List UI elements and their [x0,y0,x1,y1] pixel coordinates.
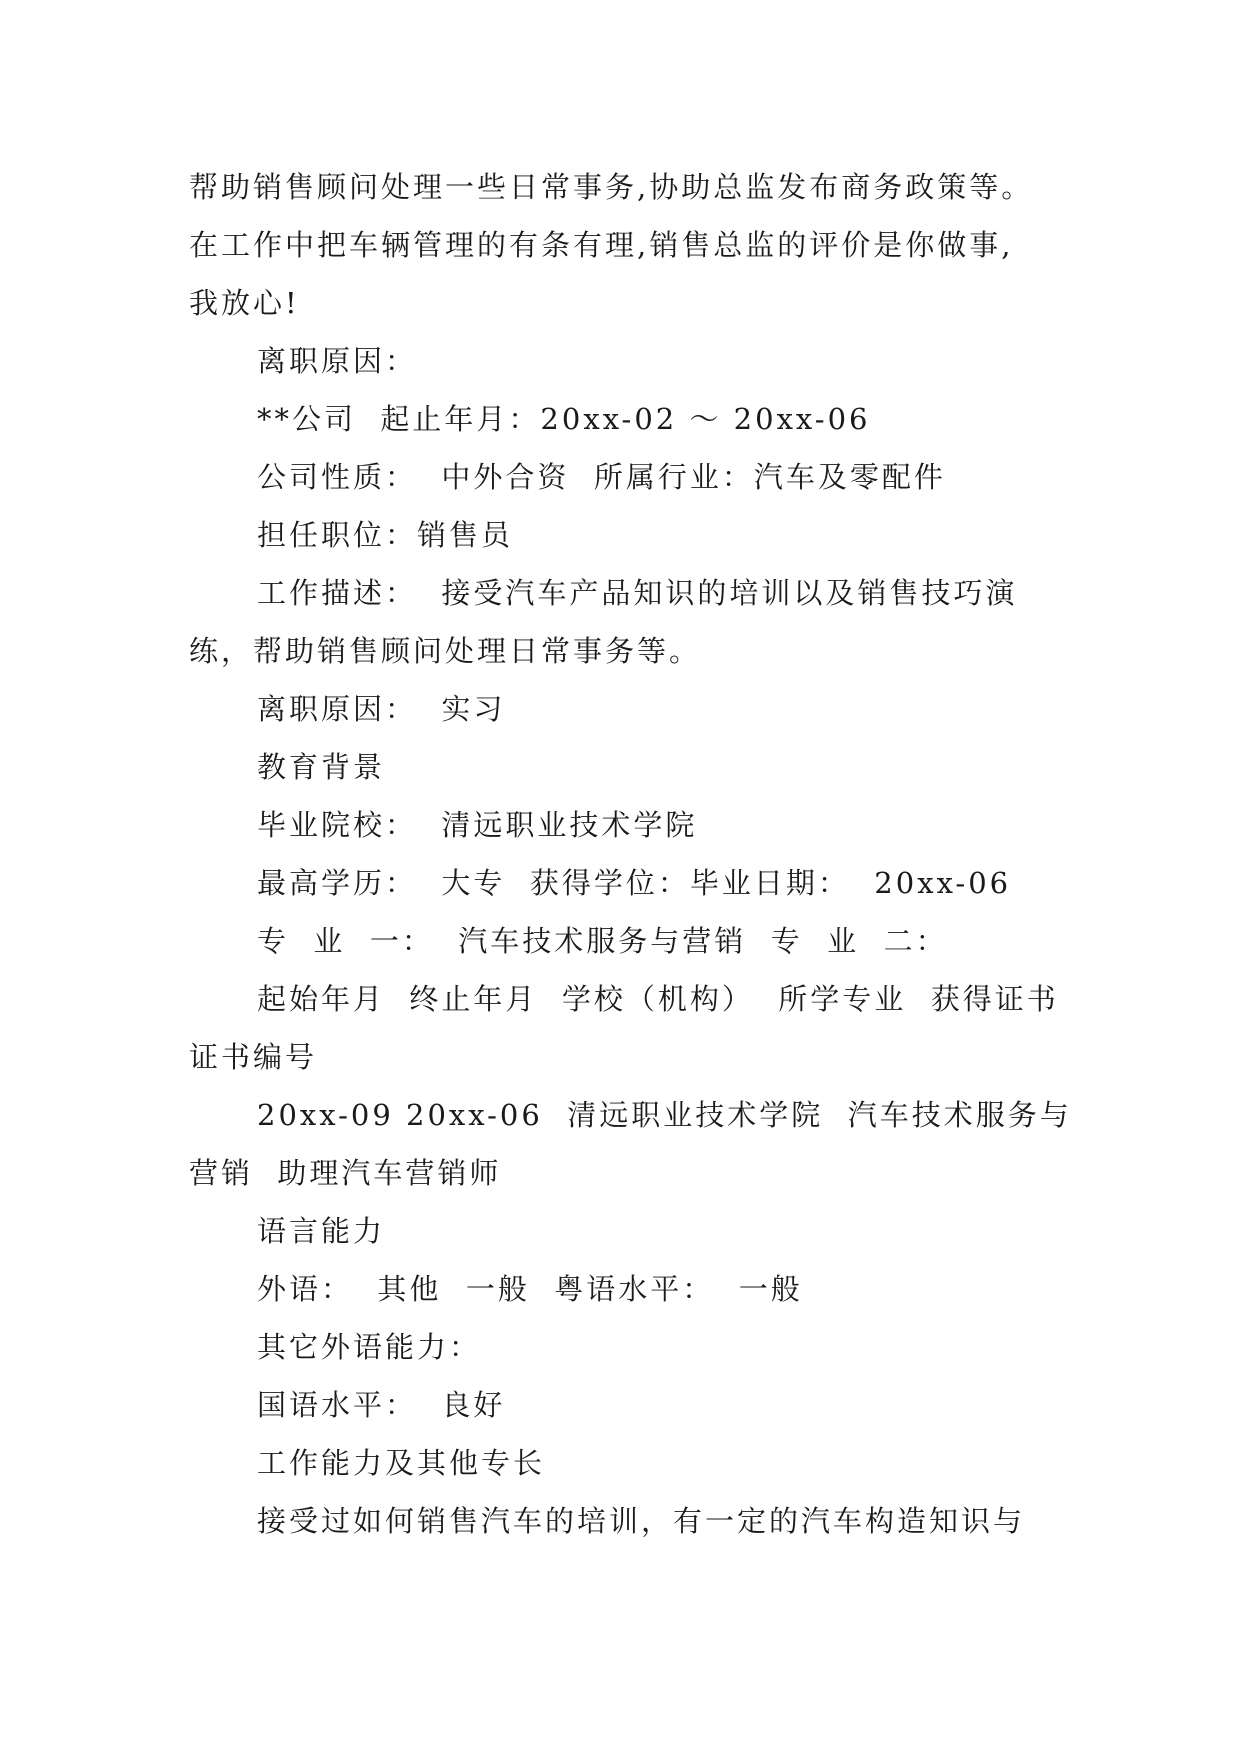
text-line: 其它外语能力： [257,1330,482,1364]
text-line: 20xx-09 20xx-06 清远职业技术学院 汽车技术服务与 [257,1098,1072,1132]
text-line: 毕业院校： 清远职业技术学院 [257,808,698,842]
text-line: 在工作中把车辆管理的有条有理,销售总监的评价是你做事, [189,228,1014,262]
section-heading: 语言能力 [257,1214,386,1248]
section-heading: 教育背景 [257,750,386,784]
text-line: **公司 起止年月：20xx-02 ～ 20xx-06 [257,402,871,436]
text-line: 帮助销售顾问处理一些日常事务,协助总监发布商务政策等。 [189,170,1034,204]
text-line: 证书编号 [189,1040,318,1074]
section-heading: 工作能力及其他专长 [257,1446,546,1480]
text-line: 担任职位：销售员 [257,518,514,552]
text-line: 我放心! [189,286,300,320]
text-line: 国语水平： 良好 [257,1388,506,1422]
text-line: 营销 助理汽车营销师 [189,1156,502,1190]
text-line: 练，帮助销售顾问处理日常事务等。 [189,634,702,668]
text-line: 离职原因： [257,344,418,378]
text-line: 起始年月 终止年月 学校（机构） 所学专业 获得证书 [257,982,1059,1016]
text-line: 最高学历： 大专 获得学位：毕业日期： 20xx-06 [257,866,1012,900]
text-line: 外语： 其他 一般 粤语水平： 一般 [257,1272,803,1306]
text-line: 工作描述： 接受汽车产品知识的培训以及销售技巧演 [257,576,1018,610]
text-line: 专 业 一： 汽车技术服务与营销 专 业 二： [257,924,948,958]
text-line: 接受过如何销售汽车的培训，有一定的汽车构造知识与 [257,1504,1026,1538]
document-body [189,158,1089,1550]
text-line: 离职原因： 实习 [257,692,506,726]
text-line: 公司性质： 中外合资 所属行业：汽车及零配件 [257,460,946,494]
